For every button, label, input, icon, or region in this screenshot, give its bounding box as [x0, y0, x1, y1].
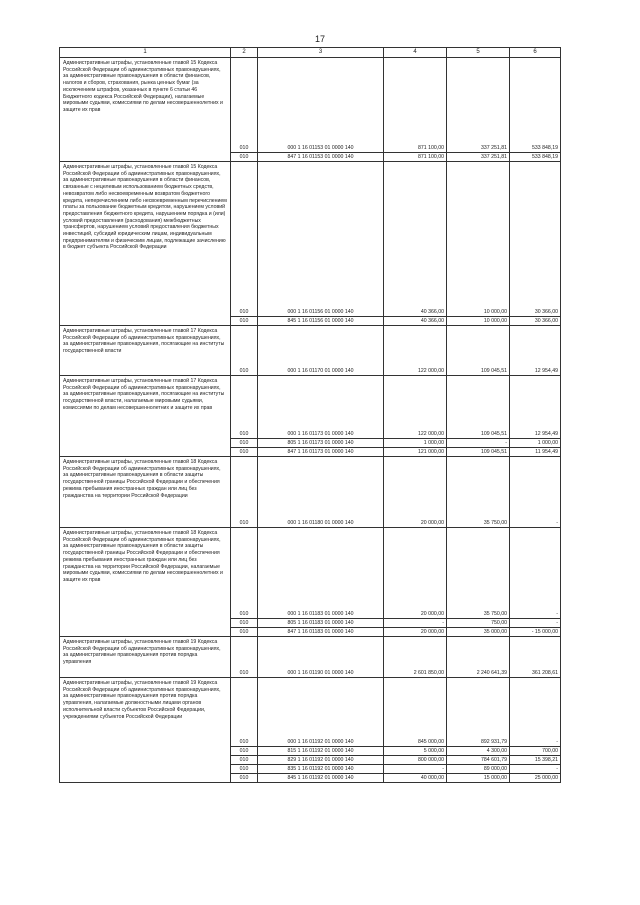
budget-classification-code: 829 1 16 01192 01 0000 140	[258, 756, 384, 765]
line-code: 010	[231, 774, 258, 783]
executed-amount: 109 045,51	[447, 326, 510, 376]
approved-amount: 1 000,00	[384, 439, 447, 448]
approved-amount: 5 000,00	[384, 747, 447, 756]
unexecuted-amount: 30 366,00	[510, 162, 561, 317]
budget-classification-code: 805 1 16 01173 01 0000 140	[258, 439, 384, 448]
line-code: 010	[231, 439, 258, 448]
unexecuted-amount: 1 000,00	[510, 439, 561, 448]
unexecuted-amount: 30 366,00	[510, 317, 561, 326]
unexecuted-amount: -	[510, 528, 561, 619]
budget-classification-code: 805 1 16 01183 01 0000 140	[258, 619, 384, 628]
income-description: Административные штрафы, установленные главой 15 Кодекса Российской Федерации об административных правонарушениях, за административные правонарушения в области финансов, налогов и сборов, страхования, рынка ценных бумаг (за исключением штрафов, указанных в пункте 6 статьи 46 Бюджетного кодекса Российской Федерации), налагаемые мировыми судьями, комиссиями по делам несовершеннолетних и защите их прав	[60, 58, 231, 162]
col-2-header: 2	[231, 48, 258, 58]
budget-classification-code: 847 1 16 01173 01 0000 140	[258, 448, 384, 457]
income-description: Административные штрафы, установленные главой 19 Кодекса Российской Федерации об административных правонарушениях, за административные правонарушения против порядка управления, налагаемые должностными лицами органов исполнительной власти субъектов Российской Федерации, учреждениями субъектов Российской Федерации	[60, 678, 231, 783]
table-row	[60, 528, 561, 619]
budget-classification-code: 835 1 16 01192 01 0000 140	[258, 765, 384, 774]
budget-classification-code: 847 1 16 01153 01 0000 140	[258, 153, 384, 162]
line-code: 010	[231, 678, 258, 747]
table-row	[60, 326, 561, 376]
income-description: Административные штрафы, установленные главой 19 Кодекса Российской Федерации об административных правонарушениях, за административные правонарушения против порядка управления	[60, 637, 231, 678]
executed-amount: 10 000,00	[447, 317, 510, 326]
income-description: Административные штрафы, установленные главой 17 Кодекса Российской Федерации об административных правонарушениях, за административные правонарушения, посягающие на институты государственной власти, налагаемые мировыми судьями, комиссиями по делам несовершеннолетних и защите их прав	[60, 376, 231, 457]
unexecuted-amount: 11 954,49	[510, 448, 561, 457]
executed-amount: 15 000,00	[447, 774, 510, 783]
line-code: 010	[231, 528, 258, 619]
approved-amount: 122 000,00	[384, 326, 447, 376]
approved-amount: 40 366,00	[384, 162, 447, 317]
col-5-header: 5	[447, 48, 510, 58]
approved-amount: 122 000,00	[384, 376, 447, 439]
unexecuted-amount: 361 208,61	[510, 637, 561, 678]
line-code: 010	[231, 619, 258, 628]
executed-amount: 337 251,81	[447, 58, 510, 153]
approved-amount: -	[384, 765, 447, 774]
approved-amount: 40 366,00	[384, 317, 447, 326]
executed-amount: 784 601,79	[447, 756, 510, 765]
budget-classification-code: 000 1 16 01183 01 0000 140	[258, 528, 384, 619]
line-code: 010	[231, 765, 258, 774]
unexecuted-amount: -	[510, 678, 561, 747]
unexecuted-amount: 533 848,19	[510, 153, 561, 162]
executed-amount: 337 251,81	[447, 153, 510, 162]
report-table-body	[60, 48, 561, 783]
budget-classification-code: 847 1 16 01183 01 0000 140	[258, 628, 384, 637]
col-4-header: 4	[384, 48, 447, 58]
executed-amount: 109 045,51	[447, 448, 510, 457]
budget-classification-code: 000 1 16 01190 01 0000 140	[258, 637, 384, 678]
budget-classification-code: 815 1 16 01192 01 0000 140	[258, 747, 384, 756]
table-row	[60, 162, 561, 317]
budget-classification-code: 000 1 16 01153 01 0000 140	[258, 58, 384, 153]
line-code: 010	[231, 747, 258, 756]
income-description: Административные штрафы, установленные главой 17 Кодекса Российской Федерации об административных правонарушениях, за административные правонарушения, посягающие на институты государственной власти	[60, 326, 231, 376]
budget-classification-code: 000 1 16 01180 01 0000 140	[258, 457, 384, 528]
unexecuted-amount: 25 000,00	[510, 774, 561, 783]
line-code: 010	[231, 162, 258, 317]
line-code: 010	[231, 326, 258, 376]
line-code: 010	[231, 153, 258, 162]
executed-amount: 35 000,00	[447, 628, 510, 637]
line-code: 010	[231, 756, 258, 765]
unexecuted-amount: 12 954,49	[510, 376, 561, 439]
unexecuted-amount: 12 954,49	[510, 326, 561, 376]
executed-amount: 4 300,00	[447, 747, 510, 756]
income-description: Административные штрафы, установленные главой 15 Кодекса Российской Федерации об административных правонарушениях, за административные правонарушения в области финансов, связанные с нецелевым использованием бюджетных средств, невозвратом либо несвоевременным возвратом бюджетного кредита, неперечислением либо несвоевременным перечислением платы за пользование бюджетным кредитом, нарушением условий предоставления бюджетного кредита, нарушением порядка и (или) условий предоставления (расходования) межбюджетных трансфертов, нарушением условий предоставления бюджетных инвестиций, субсидий юридическим лицам, индивидуальным предпринимателям и физическим лицам, подлежащие зачислению в бюджет субъекта Российской Федерации	[60, 162, 231, 326]
income-description: Административные штрафы, установленные главой 18 Кодекса Российской Федерации об административных правонарушениях, за административные правонарушения в области защиты государственной границы Российской Федерации и обеспечения режима пребывания иностранных граждан или лиц без гражданства на территории Российской Федерации, налагаемые мировыми судьями, комиссиями по делам несовершеннолетних и защите их прав	[60, 528, 231, 637]
approved-amount: 2 601 850,00	[384, 637, 447, 678]
line-code: 010	[231, 628, 258, 637]
unexecuted-amount: 15 398,21	[510, 756, 561, 765]
budget-classification-code: 000 1 16 01173 01 0000 140	[258, 376, 384, 439]
executed-amount: -	[447, 439, 510, 448]
executed-amount: 89 000,00	[447, 765, 510, 774]
budget-classification-code: 000 1 16 01156 01 0000 140	[258, 162, 384, 317]
executed-amount: 35 750,00	[447, 528, 510, 619]
col-6-header: 6	[510, 48, 561, 58]
budget-classification-code: 000 1 16 01170 01 0000 140	[258, 326, 384, 376]
approved-amount: 845 000,00	[384, 678, 447, 747]
approved-amount: 871 100,00	[384, 153, 447, 162]
budget-classification-code: 845 1 16 01192 01 0000 140	[258, 774, 384, 783]
table-row	[60, 678, 561, 747]
line-code: 010	[231, 58, 258, 153]
page-number: 17	[314, 34, 325, 44]
executed-amount: 35 750,00	[447, 457, 510, 528]
budget-classification-code: 000 1 16 01192 01 0000 140	[258, 678, 384, 747]
unexecuted-amount: 700,00	[510, 747, 561, 756]
line-code: 010	[231, 448, 258, 457]
approved-amount: 871 100,00	[384, 58, 447, 153]
col-3-header: 3	[258, 48, 384, 58]
col-1-header: 1	[60, 48, 231, 58]
table-row	[60, 457, 561, 528]
executed-amount: 10 000,00	[447, 162, 510, 317]
approved-amount: 121 000,00	[384, 448, 447, 457]
line-code: 010	[231, 376, 258, 439]
approved-amount: 20 000,00	[384, 528, 447, 619]
unexecuted-amount: - 15 000,00	[510, 628, 561, 637]
budget-classification-code: 845 1 16 01156 01 0000 140	[258, 317, 384, 326]
unexecuted-amount: -	[510, 457, 561, 528]
table-row	[60, 58, 561, 153]
unexecuted-amount: -	[510, 619, 561, 628]
executed-amount: 109 045,51	[447, 376, 510, 439]
report-table	[59, 47, 561, 783]
line-code: 010	[231, 637, 258, 678]
unexecuted-amount: 533 848,19	[510, 58, 561, 153]
table-row	[60, 376, 561, 439]
income-description: Административные штрафы, установленные главой 18 Кодекса Российской Федерации об административных правонарушениях, за административные правонарушения в области защиты государственной границы Российской Федерации и обеспечения режима пребывания иностранных граждан или лиц без гражданства на территории Российской Федерации	[60, 457, 231, 528]
approved-amount: 20 000,00	[384, 628, 447, 637]
approved-amount: 800 000,00	[384, 756, 447, 765]
column-numbers-row	[60, 48, 561, 58]
unexecuted-amount: -	[510, 765, 561, 774]
approved-amount: 40 000,00	[384, 774, 447, 783]
table-row	[60, 637, 561, 678]
approved-amount: -	[384, 619, 447, 628]
line-code: 010	[231, 457, 258, 528]
executed-amount: 2 240 641,39	[447, 637, 510, 678]
executed-amount: 750,00	[447, 619, 510, 628]
approved-amount: 20 000,00	[384, 457, 447, 528]
executed-amount: 892 931,79	[447, 678, 510, 747]
line-code: 010	[231, 317, 258, 326]
